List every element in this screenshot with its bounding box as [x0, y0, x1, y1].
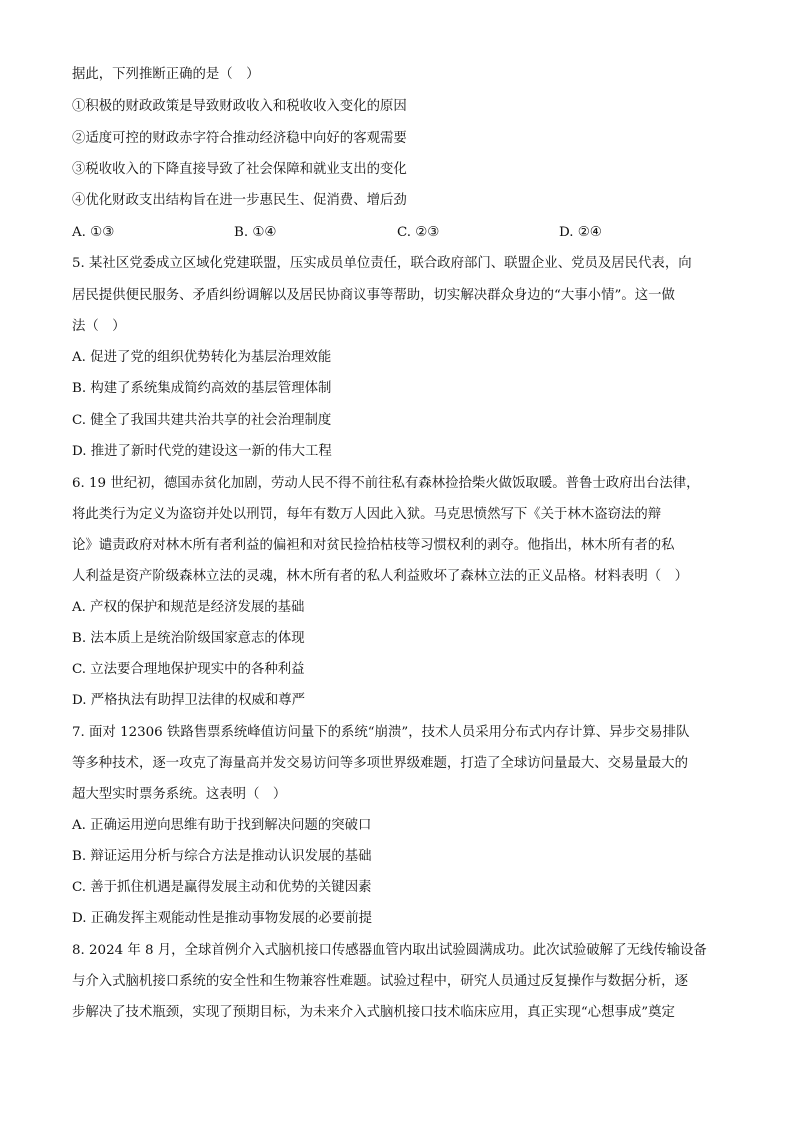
question-6-stem-line-2: 将此类行为定义为盗窃并处以刑罚，每年有数万人因此入狱。马克思愤然写下《关于林木盗窃法的辩 — [72, 507, 662, 522]
question-4-statement-3: ③税收收入的下降直接导致了社会保障和就业支出的变化 — [72, 162, 407, 177]
question-4-option-c: C. ②③ — [397, 225, 440, 240]
question-4-option-a: A. ①③ — [72, 225, 115, 240]
question-7-option-c: C. 善于抓住机遇是赢得发展主动和优势的关键因素 — [72, 880, 372, 895]
question-6-option-a: A. 产权的保护和规范是经济发展的基础 — [72, 600, 305, 615]
question-6-option-d: D. 严格执法有助捍卫法律的权威和尊严 — [72, 693, 306, 708]
question-5-stem-line-1: 5. 某社区党委成立区域化党建联盟，压实成员单位责任，联合政府部门、联盟企业、党员及居民代表，向 — [72, 256, 692, 271]
question-6-option-c: C. 立法要合理地保护现实中的各种利益 — [72, 662, 305, 677]
question-5-stem-line-2: 居民提供便民服务、矛盾纠纷调解以及居民协商议事等帮助，切实解决群众身边的“大事小情”。这一做 — [72, 288, 675, 303]
question-5-option-a: A. 促进了党的组织优势转化为基层治理效能 — [72, 350, 332, 365]
question-6-stem-line-1: 6. 19 世纪初，德国赤贫化加剧，劳动人民不得不前往私有森林捡拾柴火做饭取暖。普鲁士政府出台法律， — [72, 476, 700, 491]
question-5-option-c: C. 健全了我国共建共治共享的社会治理制度 — [72, 413, 332, 428]
question-7-option-b: B. 辩证运用分析与综合方法是推动认识发展的基础 — [72, 849, 372, 864]
question-6-option-b: B. 法本质上是统治阶级国家意志的体现 — [72, 631, 305, 646]
question-6-stem-line-4: 人利益是资产阶级森林立法的灵魂，林木所有者的私人利益败坏了森林立法的正义品格。材料表明（ ） — [72, 569, 688, 584]
question-5-stem-line-3: 法（ ） — [72, 319, 126, 334]
question-4-option-d: D. ②④ — [559, 225, 602, 240]
question-7-stem-line-3: 超大型实时票务系统。这表明（ ） — [72, 787, 287, 802]
question-7-stem-line-2: 等多种技术，逐一攻克了海量高并发交易访问等多项世界级难题，打造了全球访问量最大、交易量最大的 — [72, 756, 688, 771]
question-4-stem-tail: 据此，下列推断正确的是（ ） — [72, 67, 260, 82]
question-7-option-a: A. 正确运用逆向思维有助于找到解决问题的突破口 — [72, 818, 372, 833]
question-7-option-d: D. 正确发挥主观能动性是推动事物发展的必要前提 — [72, 911, 372, 926]
question-4-options — [72, 224, 722, 242]
question-4-option-b: B. ①④ — [234, 225, 277, 240]
question-8-stem-line-1: 8. 2024 年 8 月，全球首例介入式脑机接口传感器血管内取出试验圆满成功。此次试验破解了无线传输设备 — [72, 943, 707, 958]
question-8-stem-line-2: 与介入式脑机接口系统的安全性和生物兼容性难题。试验过程中，研究人员通过反复操作与数据分析，逐 — [72, 974, 688, 989]
question-4-statement-4: ④优化财政支出结构旨在进一步惠民生、促消费、增后劲 — [72, 193, 407, 208]
question-8-stem-line-3: 步解决了技术瓶颈，实现了预期目标，为未来介入式脑机接口技术临床应用，真正实现“心想事成”奠定 — [72, 1005, 675, 1020]
question-6-stem-line-3: 论》谴责政府对林木所有者利益的偏袒和对贫民捡拾枯枝等习惯权利的剥夺。他指出，林木所有者的私 — [72, 538, 675, 553]
question-7-stem-line-1: 7. 面对 12306 铁路售票系统峰值访问量下的系统“崩溃”，技术人员采用分布式内存计算、异步交易排队 — [72, 725, 690, 740]
question-5-option-b: B. 构建了系统集成简约高效的基层管理体制 — [72, 381, 332, 396]
question-4-statement-1: ①积极的财政政策是导致财政收入和税收收入变化的原因 — [72, 99, 407, 114]
question-5-option-d: D. 推进了新时代党的建设这一新的伟大工程 — [72, 444, 332, 459]
question-4-statement-2: ②适度可控的财政赤字符合推动经济稳中向好的客观需要 — [72, 131, 407, 146]
